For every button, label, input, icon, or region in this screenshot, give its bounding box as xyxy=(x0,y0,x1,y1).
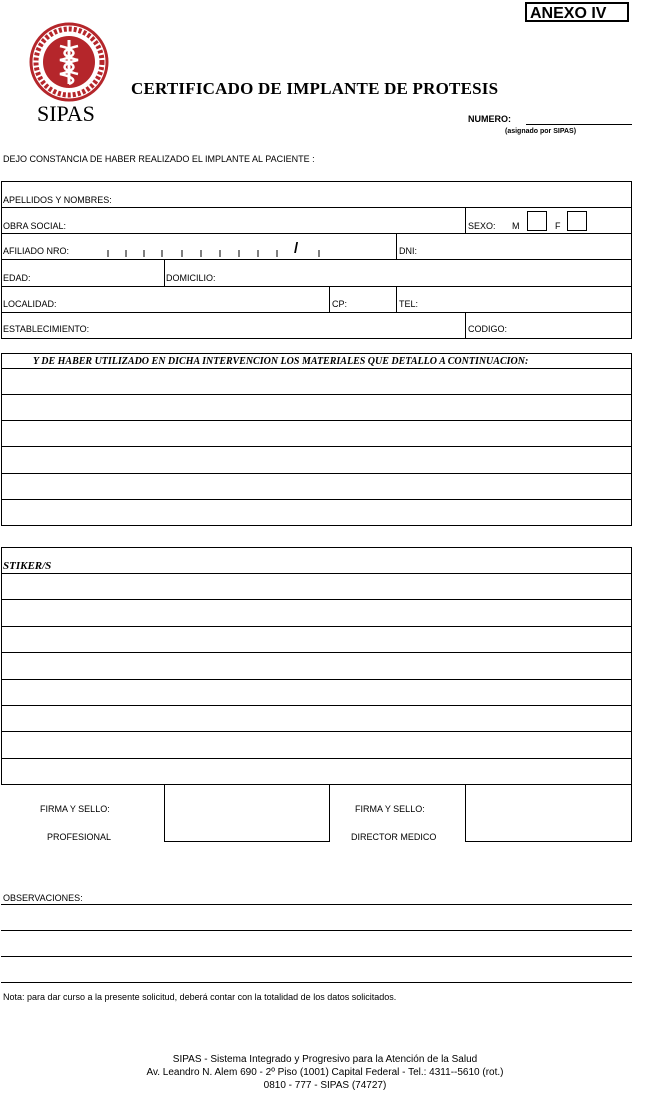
materials-row[interactable] xyxy=(1,420,632,421)
footer xyxy=(0,1053,650,1092)
observaciones-line[interactable] xyxy=(1,982,632,983)
row-divider xyxy=(1,312,632,313)
row-divider xyxy=(1,286,632,287)
materials-row[interactable] xyxy=(1,499,632,500)
sticker-row[interactable] xyxy=(1,652,632,653)
localidad-label[interactable]: LOCALIDAD: xyxy=(3,299,57,309)
number-note: (asignado por SIPAS) xyxy=(505,128,577,135)
observaciones-line[interactable] xyxy=(1,904,632,905)
establecimiento-label[interactable]: ESTABLECIMIENTO: xyxy=(3,324,90,334)
number-field[interactable] xyxy=(526,124,632,125)
apellidos-label[interactable]: APELLIDOS Y NOMBRES: xyxy=(3,195,112,205)
tel-label[interactable]: TEL: xyxy=(399,299,419,309)
row-divider xyxy=(1,233,632,234)
note-text: Nota: para dar curso a la presente solicitud, deberá contar con la totalidad de los datos solicitados. xyxy=(3,992,397,1002)
brand-name: SIPAS xyxy=(37,101,95,126)
sexo-m-checkbox[interactable] xyxy=(527,211,547,231)
col-divider xyxy=(329,286,330,312)
materials-row[interactable] xyxy=(1,446,632,447)
materials-table xyxy=(1,353,632,526)
sticker-row[interactable] xyxy=(1,758,632,759)
col-divider xyxy=(396,286,397,312)
annex-label: ANEXO IV xyxy=(525,2,629,22)
firma-profesional-box[interactable] xyxy=(164,784,330,842)
observaciones-label: OBSERVACIONES: xyxy=(3,893,83,903)
col-divider xyxy=(465,312,466,339)
footer-line-3: 0810 - 777 - SIPAS (74727) xyxy=(263,1080,387,1091)
afiliado-digit-ticks xyxy=(105,246,325,256)
observaciones-line[interactable] xyxy=(1,956,632,957)
footer-line-1: SIPAS - Sistema Integrado y Progresivo para la Atención de la Salud xyxy=(172,1054,478,1065)
col-divider xyxy=(465,207,466,233)
director-label: DIRECTOR MEDICO xyxy=(351,832,437,842)
number-label: NUMERO: xyxy=(468,114,511,124)
row-divider xyxy=(1,259,632,260)
sexo-f-label: F xyxy=(555,221,561,231)
col-divider xyxy=(164,259,165,286)
firma-director-label: FIRMA Y SELLO: xyxy=(355,804,425,814)
footer-line-2: Av. Leandro N. Alem 690 - 2º Piso (1001) Capital Federal - Tel.: 4311--5610 (rot.) xyxy=(146,1067,504,1078)
row-divider xyxy=(1,207,632,208)
sticker-row[interactable] xyxy=(1,599,632,600)
domicilio-label[interactable]: DOMICILIO: xyxy=(166,273,216,283)
sexo-f-checkbox[interactable] xyxy=(567,211,587,231)
page-title: CERTIFICADO DE IMPLANTE DE PROTESIS xyxy=(131,79,499,98)
stickers-heading: STIKER/S xyxy=(3,560,52,572)
sexo-label: SEXO: xyxy=(468,221,496,231)
materials-row[interactable] xyxy=(1,368,632,369)
codigo-label[interactable]: CODIGO: xyxy=(468,324,508,334)
materials-row[interactable] xyxy=(1,473,632,474)
firma-director-box[interactable] xyxy=(465,784,632,842)
afiliado-label[interactable]: AFILIADO NRO: xyxy=(3,246,70,256)
sipas-logo xyxy=(26,22,112,102)
col-divider xyxy=(396,233,397,259)
sticker-row[interactable] xyxy=(1,679,632,680)
edad-label[interactable]: EDAD: xyxy=(3,273,31,283)
sticker-row[interactable] xyxy=(1,626,632,627)
materials-heading: Y DE HABER UTILIZADO EN DICHA INTERVENCION LOS MATERIALES QUE DETALLO A CONTINUACION: xyxy=(33,356,529,367)
sticker-row[interactable] xyxy=(1,573,632,574)
observaciones-line[interactable] xyxy=(1,930,632,931)
dni-label[interactable]: DNI: xyxy=(399,246,417,256)
intro-text: DEJO CONSTANCIA DE HABER REALIZADO EL IMPLANTE AL PACIENTE : xyxy=(3,154,315,164)
sexo-m-label: M xyxy=(512,221,520,231)
profesional-label: PROFESIONAL xyxy=(47,832,112,842)
firma-profesional-label: FIRMA Y SELLO: xyxy=(40,804,110,814)
materials-row[interactable] xyxy=(1,394,632,395)
sticker-row[interactable] xyxy=(1,731,632,732)
afiliado-slash: / xyxy=(294,240,299,257)
obra-social-label[interactable]: OBRA SOCIAL: xyxy=(3,221,67,231)
stickers-table xyxy=(1,547,632,785)
cp-label[interactable]: CP: xyxy=(332,299,348,309)
sticker-row[interactable] xyxy=(1,705,632,706)
